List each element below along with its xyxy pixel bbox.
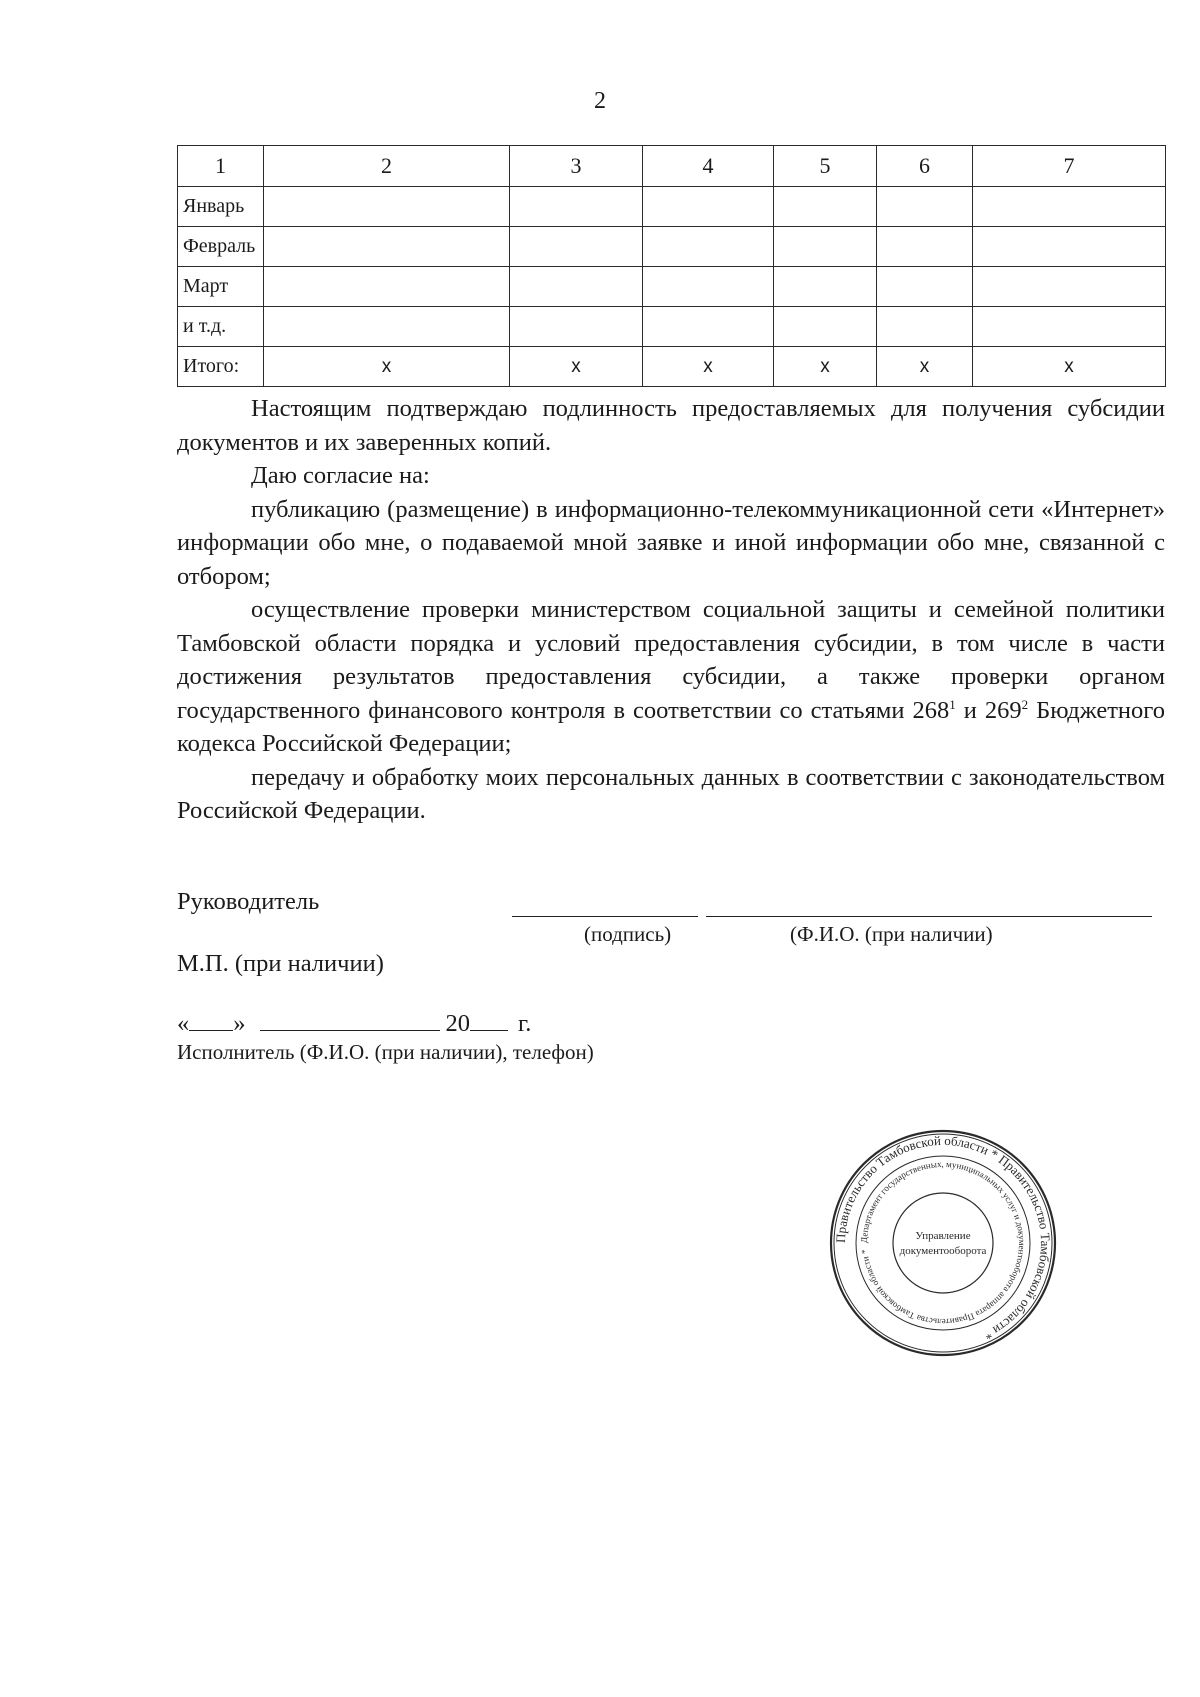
total-cell: x [973,347,1166,387]
article-268-superscript: 1 [949,696,956,712]
table-row [178,267,1166,307]
table-cell [774,227,877,267]
month-blank [260,1008,440,1031]
row-label: и т.д. [178,307,264,347]
table-cell [264,267,510,307]
table-cell [877,267,973,307]
table-row [178,187,1166,227]
header-cell: 3 [510,146,643,187]
table-cell [973,227,1166,267]
stamp-middle-ring [856,1156,1030,1330]
inspection-text-1: осуществление проверки министерством социальной защиты и семейной политики Тамбовской области порядка и условий предоставления субсидии, в том числе в части достижения результатов предоставления субсидии, а также проверки органом государственного финансового контроля в соответствии со статьями 268 [177,596,1165,724]
table-cell [973,187,1166,227]
stamp-middle-text: Департамент государственных, муниципальных услуг и документооборота аппарата Правительства Тамбовской области * [858,1158,1028,1328]
total-cell: x [774,347,877,387]
executor-label: Исполнитель (Ф.И.О. (при наличии), телефон) [177,1040,594,1064]
inspection-text-3: Бюджетного кодекса Российской Федерации; [177,696,1165,757]
total-cell: x [877,347,973,387]
table-cell [510,187,643,227]
row-label: Февраль [178,227,264,267]
consent-personal-data: передачу и обработку моих персональных данных в соответствии с законодательством Российской Федерации. [177,763,1165,824]
full-name-caption: (Ф.И.О. (при наличии) [790,922,993,946]
signer-role: Руководитель [177,888,320,915]
table-cell [877,227,973,267]
full-name-line [706,916,1152,917]
table-row [178,227,1166,267]
table-cell [643,267,774,307]
consent-text [177,392,1165,828]
consent-inspection [177,593,1165,761]
year-blank [470,1008,508,1031]
table-cell [774,307,877,347]
stamp-center-line-1: Управление [915,1230,971,1242]
table-cell [643,187,774,227]
date-line [177,1008,531,1038]
header-cell: 1 [178,146,264,187]
year-prefix: 20 [445,1010,470,1037]
consent-publication: публикацию (размещение) в информационно-телекоммуникационной сети «Интернет» информации обо мне, о подаваемой мной заявке и иной информации обо мне, связанной с отбором; [177,495,1165,590]
stamp-center-line-2: документооборота [899,1245,987,1257]
header-cell: 6 [877,146,973,187]
stamp-graphic [828,1128,1058,1358]
date-open-quote: « [177,1010,190,1037]
total-cell: x [643,347,774,387]
date-close-quote: » [233,1010,246,1037]
page-number: 2 [594,88,606,114]
table-cell [973,307,1166,347]
header-cell: 4 [643,146,774,187]
seal-place-label: М.П. (при наличии) [177,950,384,977]
table-cell [643,307,774,347]
header-cell: 7 [973,146,1166,187]
table-cell [774,267,877,307]
table-header-row [178,146,1166,187]
table-cell [510,267,643,307]
table-cell [264,227,510,267]
article-269-superscript: 2 [1021,696,1029,712]
row-label: Март [178,267,264,307]
monthly-table [177,145,1166,387]
consent-intro: Даю согласие на: [251,462,430,489]
signature-caption: (подпись) [584,922,672,946]
table-cell [973,267,1166,307]
header-cell: 5 [774,146,877,187]
row-label: Итого: [178,347,264,387]
table-cell [643,227,774,267]
signature-line [512,916,698,917]
table-total-row [178,347,1166,387]
authenticity-paragraph: Настоящим подтверждаю подлинность предоставляемых для получения субсидии документов и их заверенных копий. [177,395,1165,456]
year-suffix: г. [518,1010,532,1037]
inspection-text-2: и 269 [955,696,1022,724]
stamp-center-ring [893,1193,993,1293]
header-cell: 2 [264,146,510,187]
stamp-outer-text: Правительство Тамбовской области * Правительство Тамбовской области * [832,1132,1054,1344]
day-blank [189,1008,233,1031]
table-cell [877,307,973,347]
table-cell [774,187,877,227]
table-cell [264,307,510,347]
table-row [178,307,1166,347]
total-cell: x [264,347,510,387]
total-cell: x [510,347,643,387]
table-cell [877,187,973,227]
official-stamp [828,1128,1058,1358]
row-label: Январь [178,187,264,227]
table-cell [510,227,643,267]
table-cell [510,307,643,347]
table-cell [264,187,510,227]
